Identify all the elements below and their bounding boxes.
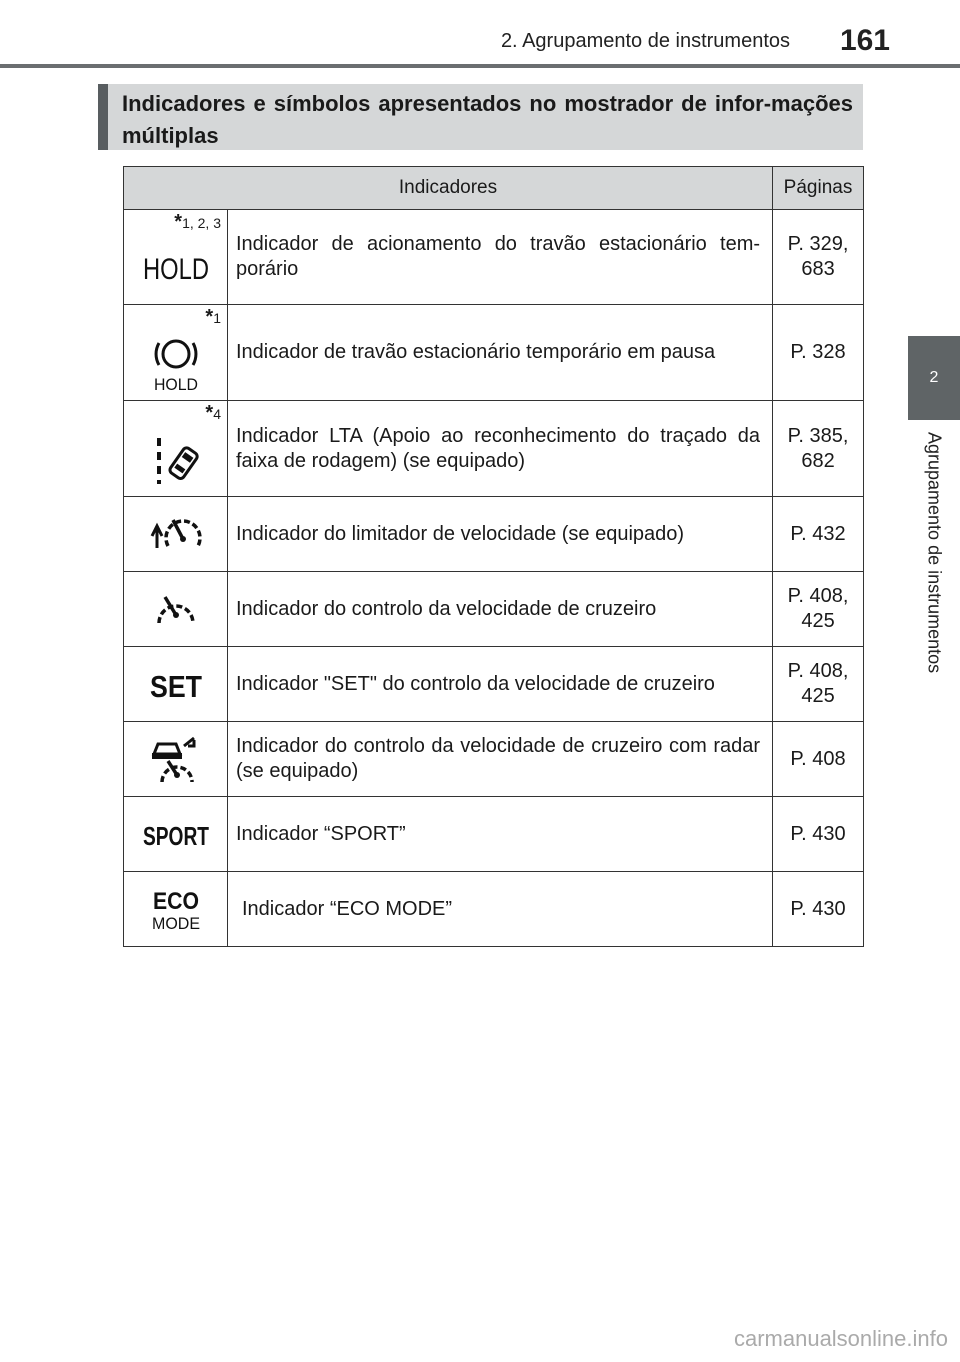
page-number: 161 [839, 24, 890, 57]
header-indicators: Indicadores [124, 167, 773, 210]
description-cell: Indicador do controlo da velocidade de cruzeiro [228, 572, 773, 647]
table-row [124, 497, 864, 572]
pages-cell: P. 430 [773, 872, 864, 947]
radar-cruise-icon [148, 734, 204, 784]
chapter-title: 2. Agrupamento de instrumentos [500, 30, 790, 52]
icon-cell [124, 210, 228, 305]
footer-watermark: carmanualsonline.info [733, 1326, 948, 1351]
pages-cell: P. 408 [773, 722, 864, 797]
icon-cell [124, 872, 228, 947]
description-cell: Indicador do limitador de velocidade (se equipado) [228, 497, 773, 572]
description-cell: Indicador “ECO MODE” [228, 872, 773, 947]
svg-text:HOLD: HOLD [142, 253, 209, 286]
description-cell: Indicador "SET" do controlo da velocidade de cruzeiro [228, 647, 773, 722]
table-row [124, 722, 864, 797]
hold-icon [136, 246, 216, 286]
header-rule [0, 64, 960, 68]
pages-cell: P. 408, 425 [773, 572, 864, 647]
indicators-table [123, 166, 864, 947]
hold-brake-icon [146, 334, 206, 394]
sport-icon [140, 816, 212, 852]
pages-cell: P. 408, 425 [773, 647, 864, 722]
speed-limiter-icon [146, 512, 206, 556]
description-cell: Indicador de acionamento do travão estacionário tem-porário [228, 210, 773, 305]
description-cell: Indicador do controlo da velocidade de cruzeiro com radar (se equipado) [228, 722, 773, 797]
icon-cell [124, 572, 228, 647]
table-row [124, 305, 864, 401]
table-row [124, 797, 864, 872]
svg-text:HOLD: HOLD [153, 374, 198, 394]
pages-cell: P. 385, 682 [773, 401, 864, 497]
table-row [124, 572, 864, 647]
footnote-ref: *4 [205, 402, 221, 424]
svg-text:SPORT: SPORT [142, 821, 209, 851]
svg-text:MODE: MODE [151, 914, 200, 933]
header-pages: Páginas [773, 167, 864, 210]
table-row [124, 872, 864, 947]
pages-cell: P. 430 [773, 797, 864, 872]
section-heading-box [98, 84, 863, 150]
side-tab-label-text: Agrupamento de instrumentos [924, 432, 945, 674]
pages-cell: P. 329, 683 [773, 210, 864, 305]
lane-tracing-icon [151, 436, 201, 486]
eco-mode-icon [146, 885, 206, 933]
description-cell: Indicador LTA (Apoio ao reconhecimento do traçado da faixa de rodagem) (se equipado) [228, 401, 773, 497]
table-row [124, 210, 864, 305]
icon-cell [124, 497, 228, 572]
icon-cell [124, 797, 228, 872]
table-header-row [124, 167, 864, 210]
table-row [124, 401, 864, 497]
cruise-control-icon [151, 587, 201, 631]
footnote-ref: *1, 2, 3 [174, 211, 221, 233]
svg-text:SET: SET [149, 669, 202, 704]
icon-cell [124, 305, 228, 401]
pages-cell: P. 328 [773, 305, 864, 401]
icon-cell [124, 647, 228, 722]
svg-text:ECO: ECO [152, 888, 199, 915]
section-title: Indicadores e símbolos apresentados no mostrador de infor-mações múltiplas [122, 91, 853, 148]
description-cell: Indicador de travão estacionário temporário em pausa [228, 305, 773, 401]
icon-cell [124, 722, 228, 797]
table-row [124, 647, 864, 722]
icon-cell [124, 401, 228, 497]
description-cell: Indicador “SPORT” [228, 797, 773, 872]
pages-cell: P. 432 [773, 497, 864, 572]
footnote-ref: *1 [205, 306, 221, 328]
side-tab-label [908, 420, 960, 720]
set-icon [146, 664, 206, 704]
side-tab-number: 2 [908, 336, 960, 420]
